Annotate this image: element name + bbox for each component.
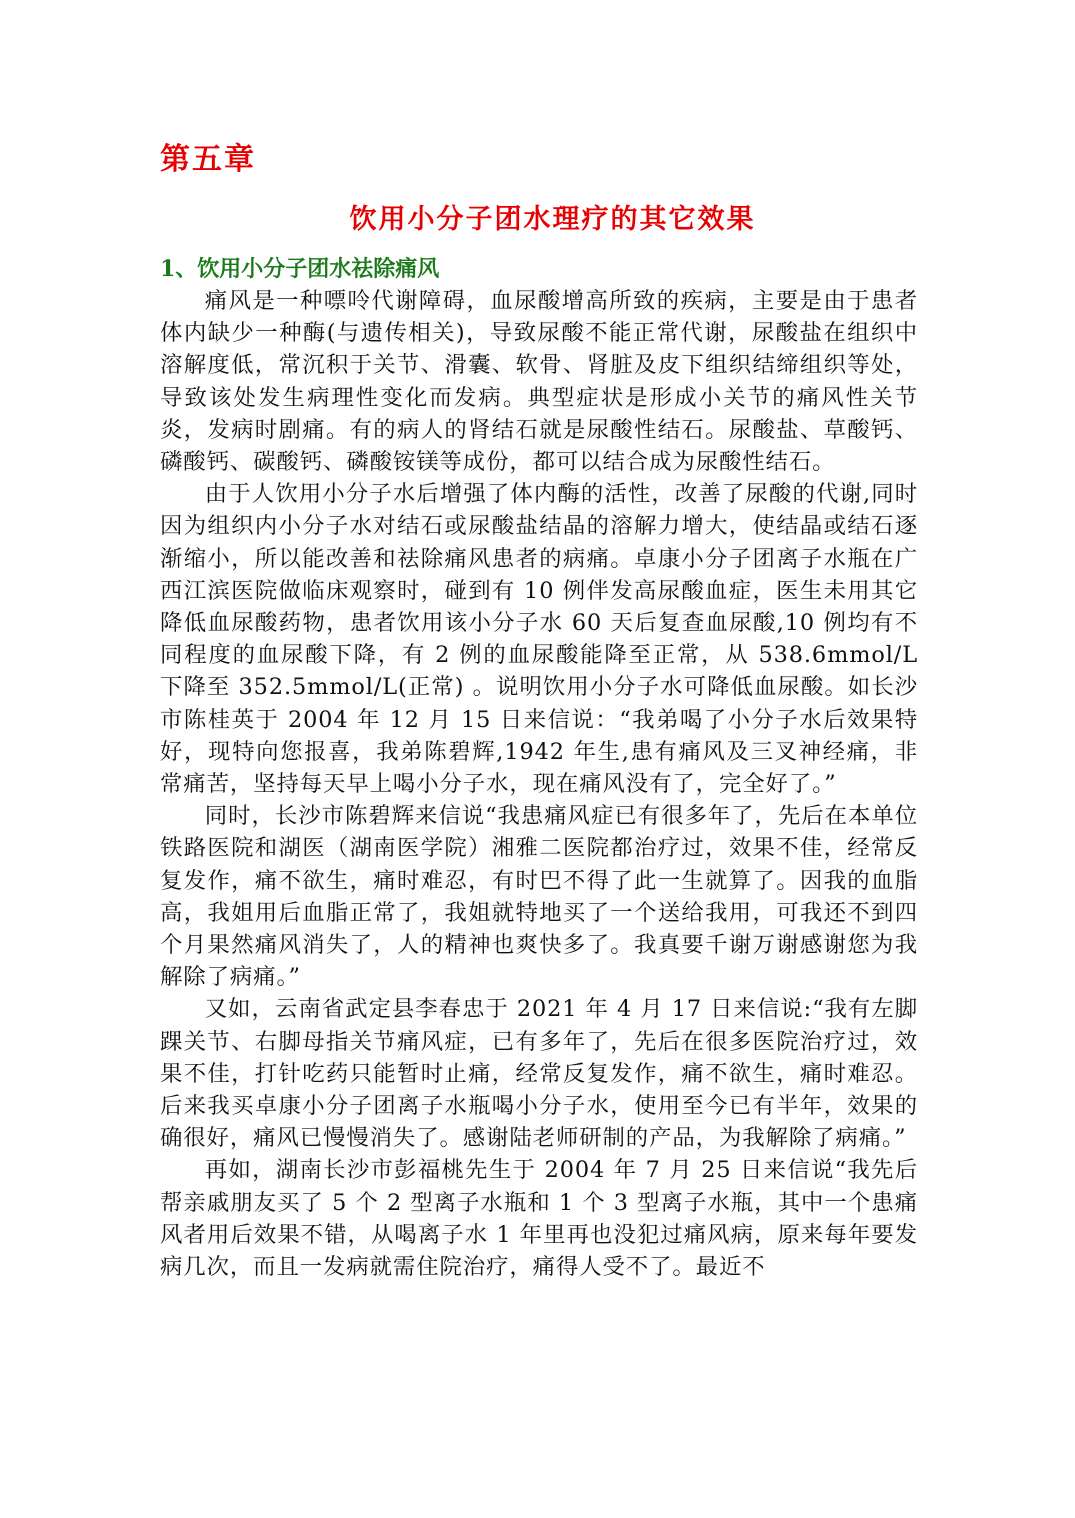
chapter-heading: 第五章: [160, 142, 256, 177]
body-text: [160, 285, 918, 1283]
paragraph: 又如，云南省武定县李春忠于 2021 年 4 月 17 日来信说:“我有左脚踝关节、右脚母指关节痛风症，已有多年了，先后在很多医院治疗过，效果不佳，打针吃药只能暂时止痛，经常反复发作，痛不欲生，痛时难忍。后来我买卓康小分子团离子水瓶喝小分子水，使用至今已有半年，效果的确很好，痛风已慢慢消失了。感谢陆老师研制的产品，为我解除了病痛。”: [160, 996, 918, 1152]
paragraph: 再如，湖南长沙市彭福桃先生于 2004 年 7 月 25 日来信说“我先后帮亲戚朋友买了 5 个 2 型离子水瓶和 1 个 3 型离子水瓶，其中一个患痛风者用后效果不错，从喝离子水 1 年里再也没犯过痛风病，原来每年要发病几次，而且一发病就需住院治疗，痛得人受不了。最近不: [160, 1157, 918, 1281]
section-heading: 1、饮用小分子团水祛除痛风: [160, 256, 440, 282]
paragraph: 由于人饮用小分子水后增强了体内酶的活性，改善了尿酸的代谢,同时因为组织内小分子水对结石或尿酸盐结晶的溶解力增大，使结晶或结石逐渐缩小，所以能改善和祛除痛风患者的病痛。卓康小分子团离子水瓶在广西江滨医院做临床观察时，碰到有 10 例伴发高尿酸血症，医生未用其它降低血尿酸药物，患者饮用该小分子水 60 天后复查血尿酸,10 例均有不同程度的血尿酸下降，有 2 例的血尿酸能降至正常，从 538.6mmol/L 下降至 352.5mmol/L(正常) 。说明饮用小分子水可降低血尿酸。如长沙市陈桂英于 2004 年 12 月 15 日来信说：“我弟喝了小分子水后效果特好，现特向您报喜，我弟陈碧辉,1942 年生,患有痛风及三叉神经痛，非常痛苦，坚持每天早上喝小分子水，现在痛风没有了，完全好了。”: [160, 481, 918, 798]
paragraph: 痛风是一种嘌呤代谢障碍，血尿酸增高所致的疾病，主要是由于患者体内缺少一种酶(与遗传相关)，导致尿酸不能正常代谢，尿酸盐在组织中溶解度低，常沉积于关节、滑囊、软骨、肾脏及皮下组织结缔组织等处，导致该处发生病理性变化而发病。典型症状是形成小关节的痛风性关节炎，发病时剧痛。有的病人的肾结石就是尿酸性结石。尿酸盐、草酸钙、磷酸钙、碳酸钙、磷酸铵镁等成份，都可以结合成为尿酸性结石。: [160, 288, 918, 476]
page-title: 饮用小分子团水理疗的其它效果: [349, 204, 756, 235]
paragraph: 同时，长沙市陈碧辉来信说“我患痛风症已有很多年了，先后在本单位铁路医院和湖医（湖南医学院）湘雅二医院都治疗过，效果不佳，经常反复发作，痛不欲生，痛时难忍，有时巴不得了此一生就算了。因我的血脂高，我姐用后血脂正常了，我姐就特地买了一个送给我用，可我还不到四个月果然痛风消失了，人的精神也爽快多了。我真要千谢万谢感谢您为我解除了病痛。”: [160, 803, 918, 991]
